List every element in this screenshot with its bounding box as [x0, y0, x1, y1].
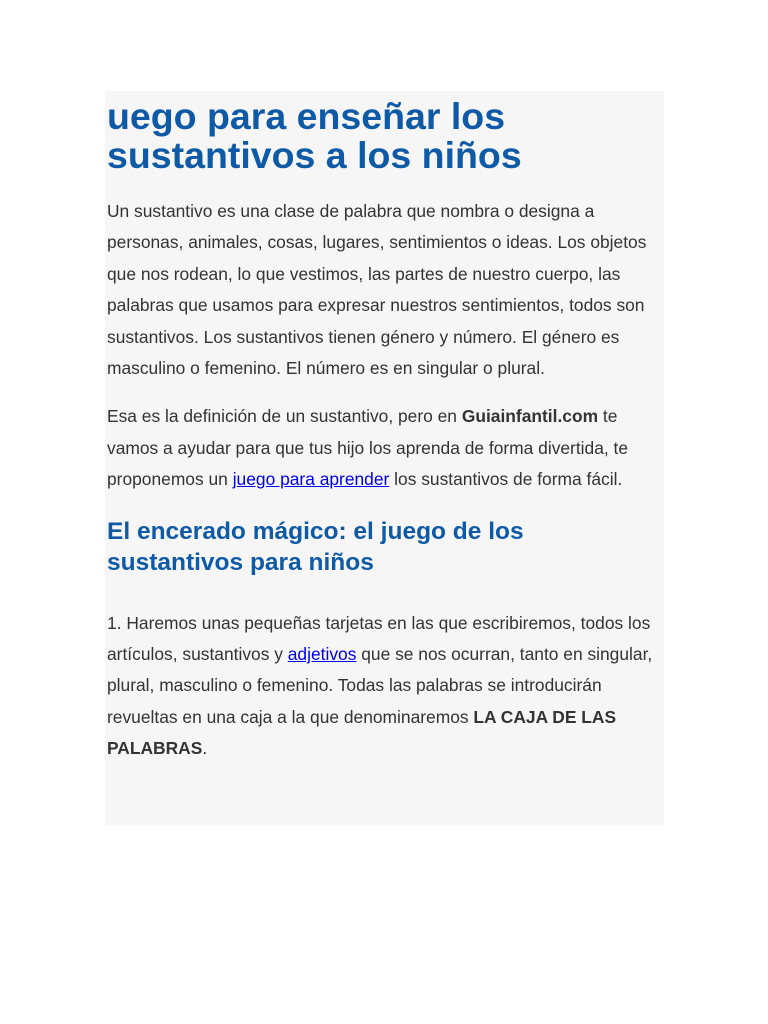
brand-name: Guiainfantil.com — [461, 406, 599, 427]
section-heading-line2: sustantivos para niños — [107, 548, 374, 576]
step-one-paragraph — [107, 608, 664, 765]
para3-text-b: que se nos ocurran, tanto en singular, plural, masculino o femenino. Todas las palabras se introducirán revueltas en una caja a la que denominaremos — [107, 644, 653, 727]
article-title — [107, 97, 664, 175]
article-content — [105, 91, 664, 825]
article-title-line1: uego para enseñar los — [107, 95, 506, 137]
article-title-line2: sustantivos a los niños — [107, 134, 522, 176]
para3-text-a: 1. Haremos unas pequeñas tarjetas en las que escribiremos, todos los artículos, sustantivos y — [107, 612, 651, 665]
para2-text-c: los sustantivos de forma fácil. — [389, 469, 623, 490]
caja-de-palabras-label: LA CAJA DE LAS PALABRAS — [107, 706, 617, 759]
adjetivos-link[interactable]: adjetivos — [287, 644, 357, 665]
para3-text-c: . — [202, 738, 208, 759]
para2-text-a: Esa es la definición de un sustantivo, pero en — [107, 406, 462, 427]
intro-paragraph: Un sustantivo es una clase de palabra que nombra o designa a personas, animales, cosas, lugares, sentimientos o ideas. Los objetos que nos rodean, lo que vestimos, las partes de nuestro cuerpo, las palabras que usamos para expresar nuestros sentimientos, todos son sustantivos. Los sustantivos tienen género y número. El género es masculino o femenino. El número es en singular o plural. — [107, 201, 647, 379]
section-heading-line1: El encerado mágico: el juego de los — [107, 517, 524, 545]
guiainfantil-paragraph — [107, 401, 664, 495]
juego-para-aprender-link[interactable]: juego para aprender — [232, 469, 390, 490]
para2-text-b: te vamos a ayudar para que tus hijo los aprenda de forma divertida, te proponemos un — [107, 406, 629, 490]
section-heading — [107, 516, 664, 578]
